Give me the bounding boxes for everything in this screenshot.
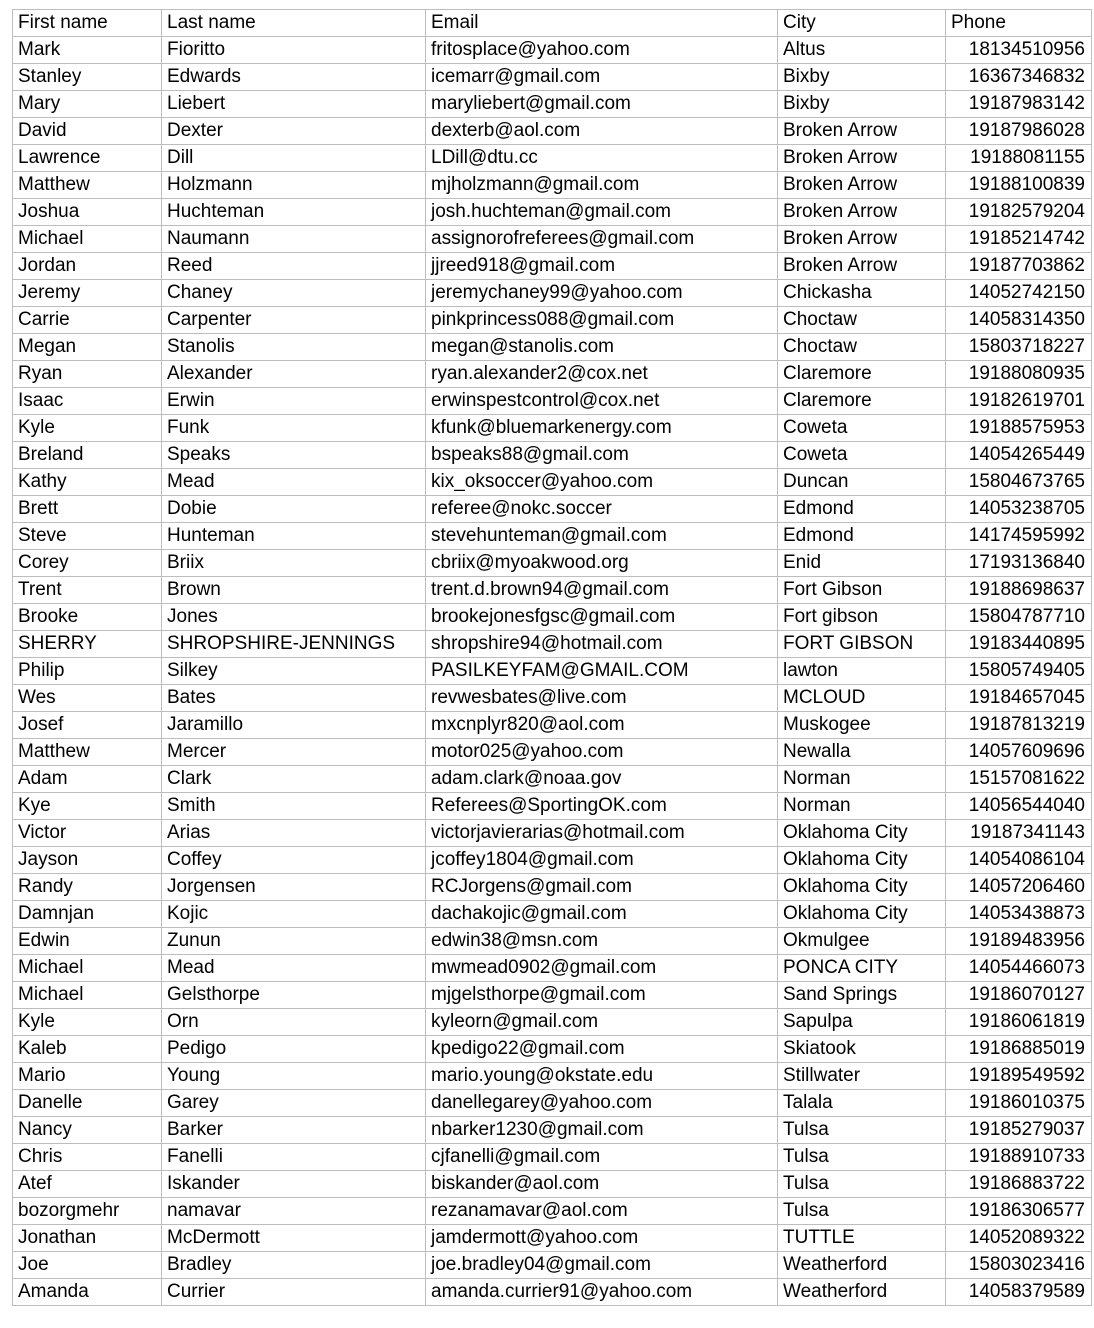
last-name-cell: Dobie [162, 496, 426, 523]
phone-cell: 19183440895 [946, 631, 1092, 658]
email-cell: jjreed918@gmail.com [426, 253, 778, 280]
email-cell: LDill@dtu.cc [426, 145, 778, 172]
first-name-cell: Jeremy [13, 280, 162, 307]
email-cell: revwesbates@live.com [426, 685, 778, 712]
email-cell: fritosplace@yahoo.com [426, 37, 778, 64]
email-cell: trent.d.brown94@gmail.com [426, 577, 778, 604]
email-cell: victorjavierarias@hotmail.com [426, 820, 778, 847]
first-name-cell: Michael [13, 955, 162, 982]
last-name-cell: Alexander [162, 361, 426, 388]
email-cell: maryliebert@gmail.com [426, 91, 778, 118]
phone-cell: 19186883722 [946, 1171, 1092, 1198]
table-row [13, 145, 1092, 172]
last-name-cell: Iskander [162, 1171, 426, 1198]
phone-cell: 19184657045 [946, 685, 1092, 712]
table-row [13, 874, 1092, 901]
email-cell: amanda.currier91@yahoo.com [426, 1279, 778, 1306]
last-name-cell: Fioritto [162, 37, 426, 64]
first-name-cell: Philip [13, 658, 162, 685]
table-row [13, 1117, 1092, 1144]
phone-cell: 19189483956 [946, 928, 1092, 955]
phone-cell: 14058314350 [946, 307, 1092, 334]
email-cell: jeremychaney99@yahoo.com [426, 280, 778, 307]
table-row [13, 685, 1092, 712]
first-name-cell: Michael [13, 226, 162, 253]
email-cell: rezanamavar@aol.com [426, 1198, 778, 1225]
table-row [13, 1090, 1092, 1117]
table-row [13, 1225, 1092, 1252]
header-first-name: First name [13, 10, 162, 37]
phone-cell: 14057609696 [946, 739, 1092, 766]
table-row [13, 388, 1092, 415]
email-cell: cbriix@myoakwood.org [426, 550, 778, 577]
table-row [13, 1252, 1092, 1279]
phone-cell: 14054466073 [946, 955, 1092, 982]
city-cell: Tulsa [778, 1198, 946, 1225]
last-name-cell: Jones [162, 604, 426, 631]
city-cell: Tulsa [778, 1117, 946, 1144]
last-name-cell: Kojic [162, 901, 426, 928]
table-row [13, 523, 1092, 550]
email-cell: PASILKEYFAM@GMAIL.COM [426, 658, 778, 685]
last-name-cell: Bates [162, 685, 426, 712]
email-cell: kyleorn@gmail.com [426, 1009, 778, 1036]
phone-cell: 19187341143 [946, 820, 1092, 847]
last-name-cell: Barker [162, 1117, 426, 1144]
first-name-cell: Edwin [13, 928, 162, 955]
phone-cell: 14053438873 [946, 901, 1092, 928]
phone-cell: 19187983142 [946, 91, 1092, 118]
last-name-cell: Coffey [162, 847, 426, 874]
first-name-cell: Kaleb [13, 1036, 162, 1063]
city-cell: Coweta [778, 415, 946, 442]
table-row [13, 658, 1092, 685]
last-name-cell: Dill [162, 145, 426, 172]
city-cell: Oklahoma City [778, 820, 946, 847]
last-name-cell: McDermott [162, 1225, 426, 1252]
last-name-cell: Stanolis [162, 334, 426, 361]
table-row [13, 307, 1092, 334]
phone-cell: 14054265449 [946, 442, 1092, 469]
city-cell: lawton [778, 658, 946, 685]
city-cell: Broken Arrow [778, 118, 946, 145]
table-row [13, 64, 1092, 91]
last-name-cell: Speaks [162, 442, 426, 469]
phone-cell: 19188575953 [946, 415, 1092, 442]
email-cell: adam.clark@noaa.gov [426, 766, 778, 793]
table-row [13, 712, 1092, 739]
table-row [13, 1171, 1092, 1198]
email-cell: josh.huchteman@gmail.com [426, 199, 778, 226]
phone-cell: 19188081155 [946, 145, 1092, 172]
first-name-cell: Nancy [13, 1117, 162, 1144]
phone-cell: 19182579204 [946, 199, 1092, 226]
phone-cell: 19188100839 [946, 172, 1092, 199]
first-name-cell: Adam [13, 766, 162, 793]
email-cell: kix_oksoccer@yahoo.com [426, 469, 778, 496]
table-row [13, 199, 1092, 226]
table-row [13, 1009, 1092, 1036]
first-name-cell: bozorgmehr [13, 1198, 162, 1225]
phone-cell: 14058379589 [946, 1279, 1092, 1306]
city-cell: Edmond [778, 496, 946, 523]
last-name-cell: Chaney [162, 280, 426, 307]
first-name-cell: Mark [13, 37, 162, 64]
city-cell: Tulsa [778, 1171, 946, 1198]
phone-cell: 18134510956 [946, 37, 1092, 64]
email-cell: erwinspestcontrol@cox.net [426, 388, 778, 415]
table-row [13, 847, 1092, 874]
first-name-cell: Lawrence [13, 145, 162, 172]
phone-cell: 14054086104 [946, 847, 1092, 874]
city-cell: Edmond [778, 523, 946, 550]
phone-cell: 15157081622 [946, 766, 1092, 793]
last-name-cell: Funk [162, 415, 426, 442]
email-cell: cjfanelli@gmail.com [426, 1144, 778, 1171]
last-name-cell: Huchteman [162, 199, 426, 226]
first-name-cell: Josef [13, 712, 162, 739]
first-name-cell: Jayson [13, 847, 162, 874]
phone-cell: 14056544040 [946, 793, 1092, 820]
city-cell: Broken Arrow [778, 226, 946, 253]
header-phone: Phone [946, 10, 1092, 37]
first-name-cell: Brett [13, 496, 162, 523]
phone-cell: 14052742150 [946, 280, 1092, 307]
table-row [13, 577, 1092, 604]
email-cell: bspeaks88@gmail.com [426, 442, 778, 469]
city-cell: Oklahoma City [778, 847, 946, 874]
table-row [13, 820, 1092, 847]
last-name-cell: namavar [162, 1198, 426, 1225]
first-name-cell: Kyle [13, 1009, 162, 1036]
last-name-cell: Erwin [162, 388, 426, 415]
header-row [13, 10, 1092, 37]
last-name-cell: Pedigo [162, 1036, 426, 1063]
table-row [13, 469, 1092, 496]
phone-cell: 15804673765 [946, 469, 1092, 496]
city-cell: FORT GIBSON [778, 631, 946, 658]
first-name-cell: Joe [13, 1252, 162, 1279]
table-row [13, 1279, 1092, 1306]
first-name-cell: Chris [13, 1144, 162, 1171]
first-name-cell: Matthew [13, 739, 162, 766]
phone-cell: 19188698637 [946, 577, 1092, 604]
first-name-cell: Amanda [13, 1279, 162, 1306]
header-email: Email [426, 10, 778, 37]
city-cell: Broken Arrow [778, 172, 946, 199]
table-row [13, 1198, 1092, 1225]
first-name-cell: Jordan [13, 253, 162, 280]
table-row [13, 1144, 1092, 1171]
email-cell: mario.young@okstate.edu [426, 1063, 778, 1090]
table-row [13, 226, 1092, 253]
email-cell: jamdermott@yahoo.com [426, 1225, 778, 1252]
table-row [13, 766, 1092, 793]
email-cell: shropshire94@hotmail.com [426, 631, 778, 658]
first-name-cell: Joshua [13, 199, 162, 226]
last-name-cell: Young [162, 1063, 426, 1090]
last-name-cell: Jorgensen [162, 874, 426, 901]
header-city: City [778, 10, 946, 37]
city-cell: PONCA CITY [778, 955, 946, 982]
phone-cell: 17193136840 [946, 550, 1092, 577]
table-row [13, 415, 1092, 442]
table-row [13, 631, 1092, 658]
table-row [13, 1036, 1092, 1063]
email-cell: brookejonesfgsc@gmail.com [426, 604, 778, 631]
last-name-cell: Dexter [162, 118, 426, 145]
city-cell: Norman [778, 766, 946, 793]
last-name-cell: Liebert [162, 91, 426, 118]
last-name-cell: Reed [162, 253, 426, 280]
header-last-name: Last name [162, 10, 426, 37]
city-cell: Choctaw [778, 307, 946, 334]
phone-cell: 19182619701 [946, 388, 1092, 415]
city-cell: Weatherford [778, 1252, 946, 1279]
table-row [13, 334, 1092, 361]
first-name-cell: Megan [13, 334, 162, 361]
first-name-cell: Trent [13, 577, 162, 604]
email-cell: edwin38@msn.com [426, 928, 778, 955]
phone-cell: 16367346832 [946, 64, 1092, 91]
city-cell: Claremore [778, 361, 946, 388]
city-cell: Coweta [778, 442, 946, 469]
phone-cell: 15803718227 [946, 334, 1092, 361]
phone-cell: 15803023416 [946, 1252, 1092, 1279]
first-name-cell: Victor [13, 820, 162, 847]
email-cell: biskander@aol.com [426, 1171, 778, 1198]
city-cell: Okmulgee [778, 928, 946, 955]
phone-cell: 19186885019 [946, 1036, 1092, 1063]
table-row [13, 361, 1092, 388]
city-cell: Oklahoma City [778, 901, 946, 928]
email-cell: pinkprincess088@gmail.com [426, 307, 778, 334]
first-name-cell: Matthew [13, 172, 162, 199]
first-name-cell: SHERRY [13, 631, 162, 658]
table-row [13, 982, 1092, 1009]
email-cell: jcoffey1804@gmail.com [426, 847, 778, 874]
first-name-cell: Atef [13, 1171, 162, 1198]
city-cell: Weatherford [778, 1279, 946, 1306]
phone-cell: 19188910733 [946, 1144, 1092, 1171]
last-name-cell: Clark [162, 766, 426, 793]
phone-cell: 19186070127 [946, 982, 1092, 1009]
city-cell: Claremore [778, 388, 946, 415]
table-row [13, 91, 1092, 118]
phone-cell: 15805749405 [946, 658, 1092, 685]
phone-cell: 19186306577 [946, 1198, 1092, 1225]
last-name-cell: Carpenter [162, 307, 426, 334]
phone-cell: 14057206460 [946, 874, 1092, 901]
phone-cell: 14174595992 [946, 523, 1092, 550]
phone-cell: 19186010375 [946, 1090, 1092, 1117]
table-row [13, 955, 1092, 982]
email-cell: megan@stanolis.com [426, 334, 778, 361]
city-cell: Duncan [778, 469, 946, 496]
first-name-cell: Michael [13, 982, 162, 1009]
email-cell: mwmead0902@gmail.com [426, 955, 778, 982]
first-name-cell: Brooke [13, 604, 162, 631]
city-cell: Chickasha [778, 280, 946, 307]
email-cell: referee@nokc.soccer [426, 496, 778, 523]
city-cell: Sand Springs [778, 982, 946, 1009]
last-name-cell: Holzmann [162, 172, 426, 199]
last-name-cell: Fanelli [162, 1144, 426, 1171]
first-name-cell: Wes [13, 685, 162, 712]
email-cell: mxcnplyr820@aol.com [426, 712, 778, 739]
city-cell: Broken Arrow [778, 253, 946, 280]
city-cell: Broken Arrow [778, 199, 946, 226]
table-row [13, 442, 1092, 469]
contacts-table [12, 9, 1092, 1306]
city-cell: Altus [778, 37, 946, 64]
table-row [13, 793, 1092, 820]
city-cell: Fort Gibson [778, 577, 946, 604]
first-name-cell: Carrie [13, 307, 162, 334]
table-row [13, 253, 1092, 280]
last-name-cell: Edwards [162, 64, 426, 91]
first-name-cell: Stanley [13, 64, 162, 91]
table-row [13, 496, 1092, 523]
first-name-cell: Ryan [13, 361, 162, 388]
first-name-cell: Kyle [13, 415, 162, 442]
first-name-cell: Mary [13, 91, 162, 118]
email-cell: dexterb@aol.com [426, 118, 778, 145]
first-name-cell: Damnjan [13, 901, 162, 928]
last-name-cell: Gelsthorpe [162, 982, 426, 1009]
email-cell: joe.bradley04@gmail.com [426, 1252, 778, 1279]
phone-cell: 14052089322 [946, 1225, 1092, 1252]
city-cell: Bixby [778, 64, 946, 91]
last-name-cell: SHROPSHIRE-JENNINGS [162, 631, 426, 658]
city-cell: Enid [778, 550, 946, 577]
phone-cell: 19188080935 [946, 361, 1092, 388]
last-name-cell: Naumann [162, 226, 426, 253]
last-name-cell: Bradley [162, 1252, 426, 1279]
phone-cell: 19187986028 [946, 118, 1092, 145]
city-cell: Stillwater [778, 1063, 946, 1090]
phone-cell: 19189549592 [946, 1063, 1092, 1090]
phone-cell: 14053238705 [946, 496, 1092, 523]
last-name-cell: Mead [162, 955, 426, 982]
first-name-cell: Corey [13, 550, 162, 577]
city-cell: Choctaw [778, 334, 946, 361]
email-cell: nbarker1230@gmail.com [426, 1117, 778, 1144]
first-name-cell: Isaac [13, 388, 162, 415]
last-name-cell: Hunteman [162, 523, 426, 550]
email-cell: danellegarey@yahoo.com [426, 1090, 778, 1117]
table-row [13, 550, 1092, 577]
email-cell: mjgelsthorpe@gmail.com [426, 982, 778, 1009]
city-cell: Norman [778, 793, 946, 820]
first-name-cell: Danelle [13, 1090, 162, 1117]
table-row [13, 118, 1092, 145]
city-cell: Oklahoma City [778, 874, 946, 901]
first-name-cell: Steve [13, 523, 162, 550]
table-row [13, 172, 1092, 199]
last-name-cell: Currier [162, 1279, 426, 1306]
email-cell: motor025@yahoo.com [426, 739, 778, 766]
email-cell: stevehunteman@gmail.com [426, 523, 778, 550]
first-name-cell: David [13, 118, 162, 145]
table-row [13, 37, 1092, 64]
last-name-cell: Briix [162, 550, 426, 577]
last-name-cell: Mercer [162, 739, 426, 766]
table-row [13, 280, 1092, 307]
email-cell: assignorofreferees@gmail.com [426, 226, 778, 253]
phone-cell: 19185279037 [946, 1117, 1092, 1144]
first-name-cell: Breland [13, 442, 162, 469]
city-cell: TUTTLE [778, 1225, 946, 1252]
last-name-cell: Smith [162, 793, 426, 820]
last-name-cell: Mead [162, 469, 426, 496]
first-name-cell: Randy [13, 874, 162, 901]
city-cell: Tulsa [778, 1144, 946, 1171]
table-row [13, 604, 1092, 631]
table-row [13, 928, 1092, 955]
email-cell: dachakojic@gmail.com [426, 901, 778, 928]
table-body [13, 37, 1092, 1306]
city-cell: Bixby [778, 91, 946, 118]
email-cell: kfunk@bluemarkenergy.com [426, 415, 778, 442]
city-cell: Sapulpa [778, 1009, 946, 1036]
table-row [13, 739, 1092, 766]
city-cell: Muskogee [778, 712, 946, 739]
phone-cell: 19186061819 [946, 1009, 1092, 1036]
first-name-cell: Kathy [13, 469, 162, 496]
table-row [13, 901, 1092, 928]
last-name-cell: Brown [162, 577, 426, 604]
last-name-cell: Garey [162, 1090, 426, 1117]
phone-cell: 19185214742 [946, 226, 1092, 253]
city-cell: Fort gibson [778, 604, 946, 631]
phone-cell: 19187813219 [946, 712, 1092, 739]
email-cell: mjholzmann@gmail.com [426, 172, 778, 199]
last-name-cell: Jaramillo [162, 712, 426, 739]
last-name-cell: Arias [162, 820, 426, 847]
city-cell: Skiatook [778, 1036, 946, 1063]
email-cell: icemarr@gmail.com [426, 64, 778, 91]
email-cell: Referees@SportingOK.com [426, 793, 778, 820]
email-cell: RCJorgens@gmail.com [426, 874, 778, 901]
table-row [13, 1063, 1092, 1090]
phone-cell: 15804787710 [946, 604, 1092, 631]
first-name-cell: Mario [13, 1063, 162, 1090]
first-name-cell: Kye [13, 793, 162, 820]
phone-cell: 19187703862 [946, 253, 1092, 280]
email-cell: ryan.alexander2@cox.net [426, 361, 778, 388]
city-cell: Newalla [778, 739, 946, 766]
last-name-cell: Orn [162, 1009, 426, 1036]
last-name-cell: Zunun [162, 928, 426, 955]
city-cell: Talala [778, 1090, 946, 1117]
first-name-cell: Jonathan [13, 1225, 162, 1252]
email-cell: kpedigo22@gmail.com [426, 1036, 778, 1063]
city-cell: Broken Arrow [778, 145, 946, 172]
city-cell: MCLOUD [778, 685, 946, 712]
last-name-cell: Silkey [162, 658, 426, 685]
